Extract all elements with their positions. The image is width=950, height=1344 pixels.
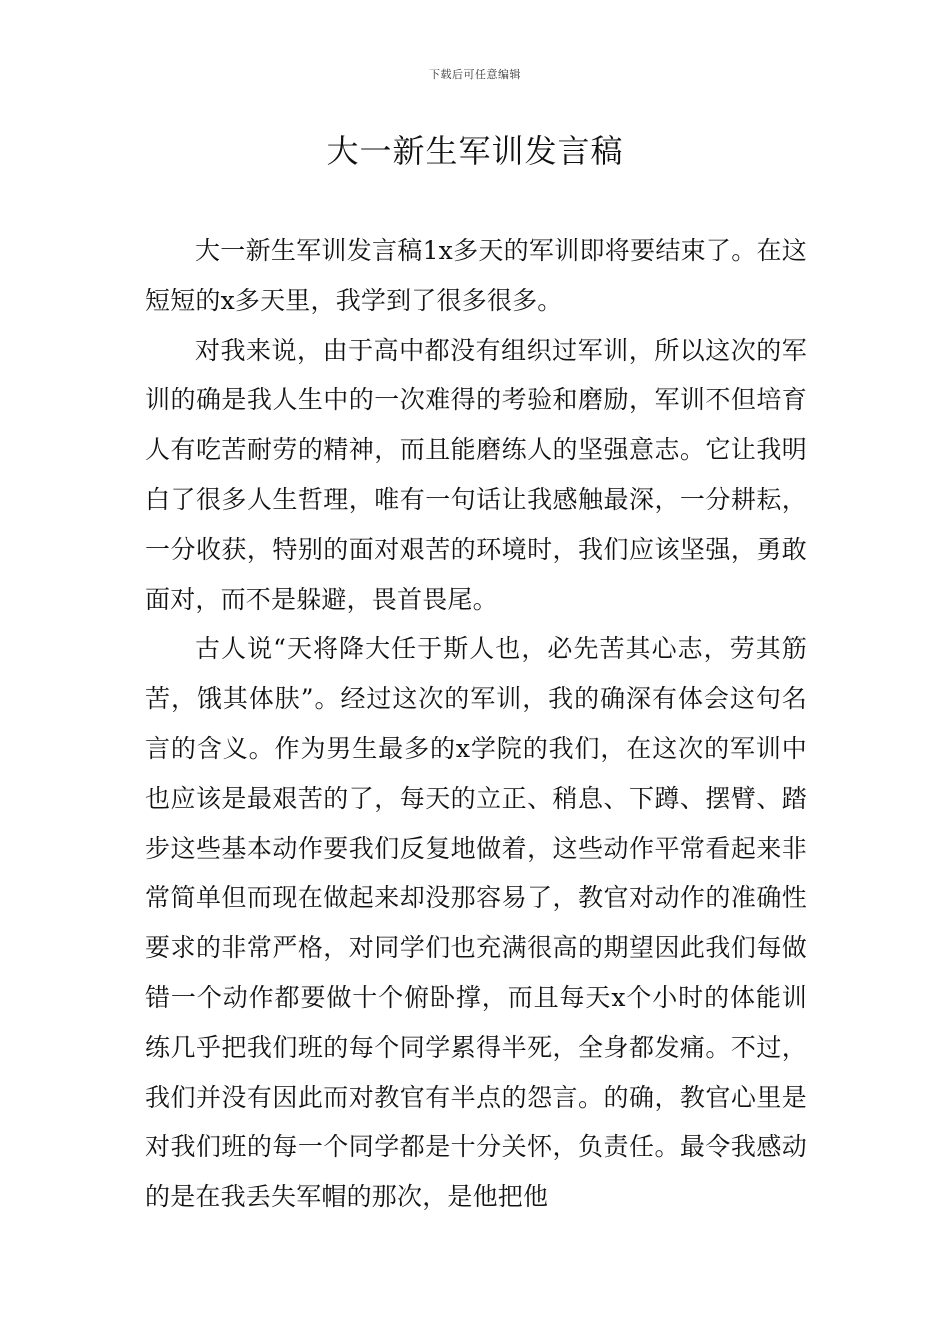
paragraph-1: 大一新生军训发言稿1x多天的军训即将要结束了。在这短短的x多天里，我学到了很多很多。 [145, 236, 807, 315]
document-title: 大一新生军训发言稿 [326, 132, 624, 170]
header-note: 下载后可任意编辑 [429, 68, 521, 81]
paragraph-3: 古人说“天将降大任于斯人也，必先苦其心志，劳其筋苦，饿其体肤”。经过这次的军训，我的确深有体会这句名言的含义。作为男生最多的x学院的我们，在这次的军训中也应该是最艰苦的了，每天的立正、稍息、下蹲、摆臂、踏步这些基本动作要我们反复地做着，这些动作平常看起来非常简单但而现在做起来却没那容易了，教官对动作的准确性要求的非常严格，对同学们也充满很高的期望因此我们每做错一个动作都要做十个俯卧撑，而且每天x个小时的体能训练几乎把我们班的每个同学累得半死，全身都发痛。不过，我们并没有因此而对教官有半点的怨言。的确，教官心里是对我们班的每一个同学都是十分关怀，负责任。最令我感动的是在我丢失军帽的那次，是他把他 [145, 634, 807, 1212]
document-body [145, 226, 807, 1222]
paragraph-2: 对我来说，由于高中都没有组织过军训，所以这次的军训的确是我人生中的一次难得的考验和磨励，军训不但培育人有吃苦耐劳的精神，而且能磨练人的坚强意志。它让我明白了很多人生哲理，唯有一句话让我感触最深，一分耕耘，一分收获，特别的面对艰苦的环境时，我们应该坚强，勇敢面对，而不是躲避，畏首畏尾。 [145, 335, 807, 614]
